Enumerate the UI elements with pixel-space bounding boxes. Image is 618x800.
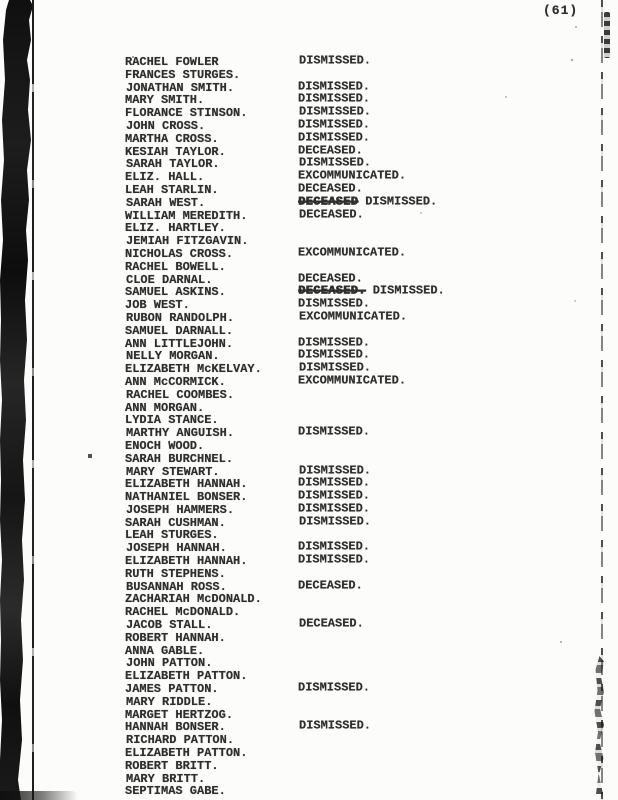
list-item — [125, 747, 585, 760]
member-name: ANN MORGAN. — [125, 400, 205, 415]
member-status: DISMISSED. — [298, 424, 371, 439]
member-name: RACHEL FOWLER — [125, 55, 219, 69]
member-name: RUBON RANDOLPH. — [126, 310, 235, 325]
member-name: JACOB STALL. — [126, 618, 213, 633]
member-name: ROBERT BRITT. — [125, 758, 219, 773]
list-item — [125, 773, 585, 786]
member-name: JOHN PATTON. — [126, 656, 213, 671]
member-status: DISMISSED. — [299, 155, 372, 170]
page-number: (61) — [543, 3, 579, 18]
member-name: LEAH STURGES. — [125, 528, 219, 543]
member-name: ROBERT HANNAH. — [125, 630, 226, 645]
member-status: DISMISSED. — [298, 488, 371, 503]
member-name: NELLY MORGAN. — [126, 349, 220, 364]
list-item — [125, 424, 585, 441]
member-name: JONATHAN SMITH. — [126, 80, 235, 95]
member-name: SARAH TAYLOR. — [126, 157, 220, 172]
member-name: MARY BRITT. — [126, 771, 206, 786]
list-item — [125, 616, 585, 633]
member-status: DISMISSED. — [299, 53, 372, 68]
member-name: JOSEPH HANNAH. — [126, 541, 227, 556]
member-status: DECEASED. — [298, 578, 363, 593]
member-status: DECEASED. — [299, 616, 364, 631]
member-name: SARAH CUSHMAN. — [125, 515, 226, 530]
list-item — [125, 309, 585, 325]
member-name: ELIZABETH HANNAH. — [125, 477, 248, 492]
member-name: WILLIAM MEREDITH. — [125, 208, 248, 223]
list-item — [125, 389, 585, 402]
member-status: DISMISSED. — [298, 347, 371, 362]
member-status: DISMISSED. — [298, 79, 371, 94]
paper-specks — [0, 0, 2, 2]
list-item — [125, 578, 585, 594]
member-status: DISMISSED. — [298, 117, 371, 132]
member-status: DECEASED. — [298, 143, 363, 158]
list-item — [125, 785, 585, 798]
member-name: ZACHARIAH McDONALD. — [125, 592, 262, 607]
struck-status: DECEASED. — [298, 283, 366, 298]
member-name: ANNA GABLE. — [125, 643, 205, 658]
member-name: SAMUEL DARNALL. — [125, 323, 234, 338]
member-status: DECEASED DISMISSED. — [298, 194, 438, 209]
member-status: DISMISSED. — [298, 296, 371, 311]
list-item — [125, 440, 585, 453]
member-name: MARGET HERTZOG. — [125, 707, 234, 722]
list-item — [125, 552, 585, 569]
member-name: ELIZABETH PATTON. — [125, 669, 248, 684]
member-status: DISMISSED. — [298, 552, 371, 567]
member-status: EXCOMMUNICATED. — [298, 373, 407, 388]
member-status: DECEASED. — [298, 271, 363, 286]
member-name: ANN LITTLEJOHN. — [125, 336, 234, 351]
member-name: RICHARD PATTON. — [126, 733, 235, 748]
member-name: LYDIA STANCE. — [125, 413, 219, 428]
member-name: ELIZABETH McKELVAY. — [125, 362, 262, 377]
member-name: ELIZABETH PATTON. — [125, 746, 248, 761]
member-name: MARY SMITH. — [125, 93, 205, 108]
member-name: MARY RIDDLE. — [126, 694, 213, 709]
member-name: RUTH STEPHENS. — [125, 566, 226, 581]
member-status: DISMISSED. — [298, 475, 371, 490]
member-status: EXCOMMUNICATED. — [298, 245, 407, 260]
member-name: ANN McCORMICK. — [125, 374, 226, 389]
member-name: KESIAH TAYLOR. — [125, 144, 226, 159]
member-name: RACHEL McDONALD. — [125, 605, 241, 620]
member-name: JEMIAH FITZGAVIN. — [126, 234, 249, 249]
member-name: MARY STEWART. — [126, 464, 220, 479]
member-name: JOHN CROSS. — [126, 118, 206, 133]
member-status: DISMISSED. — [299, 718, 372, 733]
member-status: DISMISSED. — [298, 335, 371, 350]
bottom-left-smudge — [0, 791, 78, 800]
member-status: EXCOMMUNICATED. — [298, 168, 407, 183]
left-edge-line — [32, 0, 34, 800]
right-edge-mark-top — [604, 12, 610, 58]
member-status: DISMISSED. — [298, 91, 371, 106]
list-item — [125, 632, 585, 645]
list-item — [125, 734, 585, 747]
member-status: DISMISSED. — [298, 130, 371, 145]
member-name: SEPTIMAS GABE. — [125, 784, 226, 799]
list-item — [125, 245, 585, 261]
member-name: RACHEL BOWELL. — [125, 259, 226, 274]
member-name: HANNAH BONSER. — [125, 720, 226, 735]
list-item — [125, 696, 585, 709]
member-name: FLORANCE STINSON. — [125, 106, 248, 121]
member-name: JOSEPH HAMMERS. — [126, 502, 235, 517]
member-name: SAMUEL ASKINS. — [125, 285, 226, 300]
member-name: ELIZ. HALL. — [125, 170, 205, 185]
member-status: DISMISSED. — [298, 539, 371, 554]
member-name: MARTHY ANGUISH. — [126, 426, 235, 441]
member-status: DISMISSED. — [299, 463, 372, 477]
left-binding-shadow — [0, 0, 40, 800]
member-name: ELIZ. HARTLEY. — [125, 221, 226, 236]
member-name: ELIZABETH HANNAH. — [125, 554, 248, 569]
member-name: FRANCES STURGES. — [125, 67, 241, 82]
member-name: SARAH WEST. — [126, 195, 206, 210]
list-item — [125, 657, 585, 670]
member-list — [125, 53, 585, 799]
member-status: DISMISSED. — [299, 360, 372, 375]
list-item — [125, 53, 585, 69]
member-status: DECEASED. DISMISSED. — [298, 283, 445, 298]
member-status: EXCOMMUNICATED. — [299, 309, 408, 324]
member-status: DISMISSED. — [298, 501, 371, 516]
member-name: JAMES PATTON. — [125, 682, 219, 697]
member-name: MARTHA CROSS. — [125, 131, 219, 146]
member-name: ENOCH WOOD. — [125, 438, 205, 453]
member-status: DISMISSED. — [298, 680, 371, 695]
member-status: DISMISSED. — [299, 514, 372, 529]
member-name: RACHEL COOMBES. — [126, 387, 235, 402]
member-name: BUSANNAH ROSS. — [126, 579, 227, 594]
member-status: DECEASED. — [299, 207, 364, 222]
struck-status: DECEASED — [298, 194, 359, 209]
member-name: LEAH STARLIN. — [125, 182, 219, 197]
member-name: SARAH BURCHNEL. — [125, 451, 234, 466]
member-name: NICHOLAS CROSS. — [125, 246, 234, 261]
member-name: CLOE DARNAL. — [126, 272, 213, 287]
member-name: NATHANIEL BONSER. — [125, 490, 248, 505]
member-name: JOB WEST. — [125, 298, 190, 313]
member-status: DECEASED. — [298, 181, 363, 196]
member-status: DISMISSED. — [299, 104, 372, 119]
